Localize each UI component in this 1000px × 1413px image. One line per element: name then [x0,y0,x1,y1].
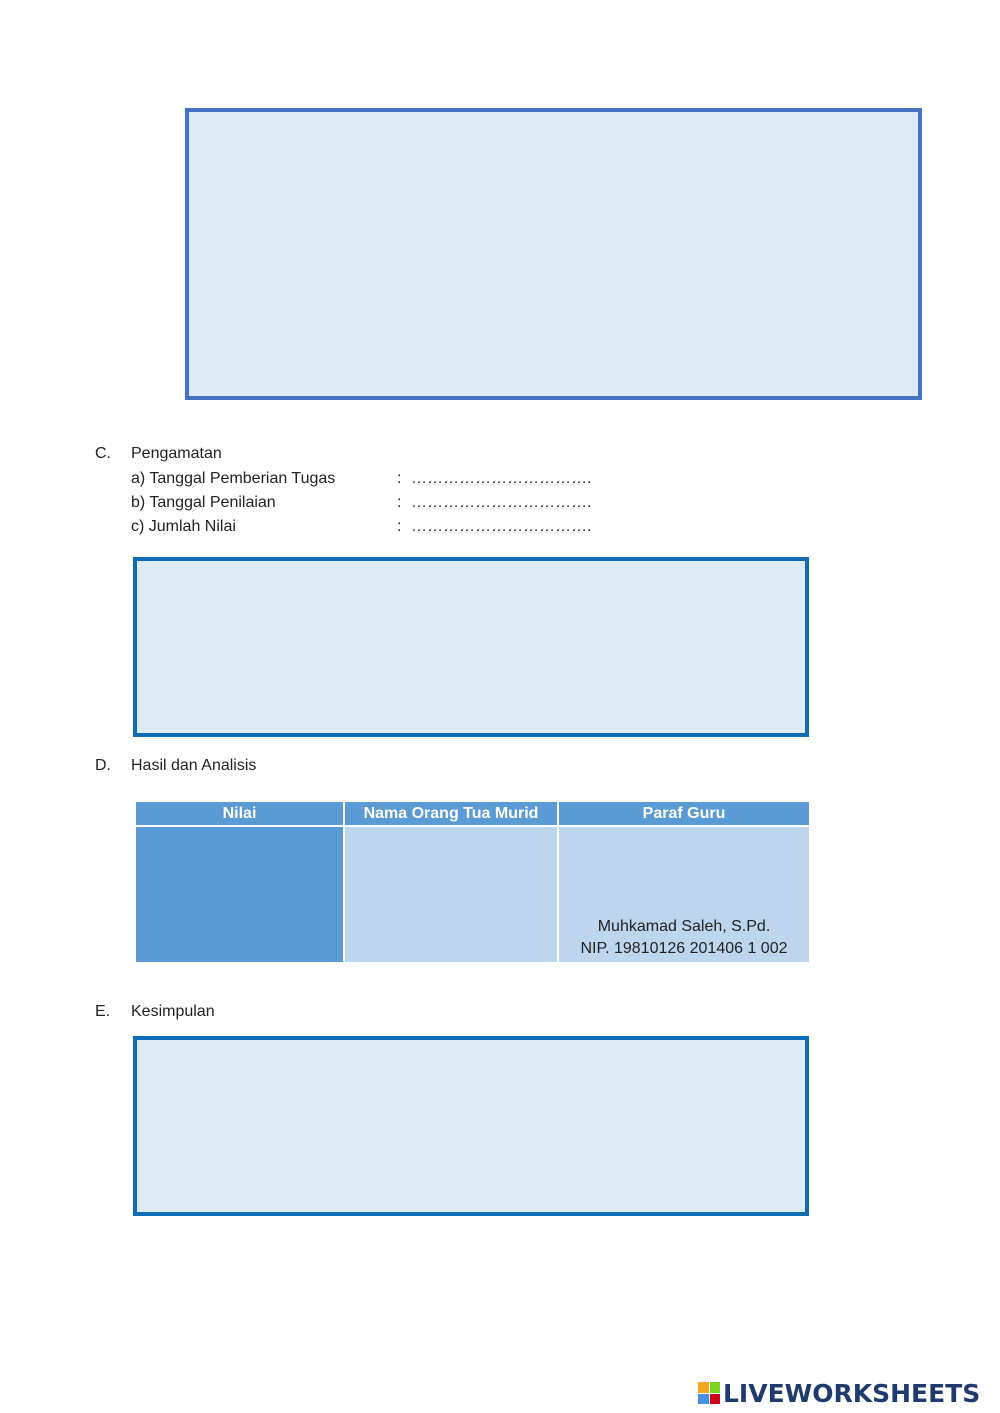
observation-value: ……………………………. [411,518,592,535]
observation-row-assessment-date [131,494,591,516]
section-e-title: Kesimpulan [131,1003,215,1020]
liveworksheets-logo-icon [698,1382,720,1404]
observation-row-assignment-date [131,470,591,492]
teacher-name: Muhkamad Saleh, S.Pd. [597,918,771,935]
observation-label: a) Tanggal Pemberian Tugas [131,470,336,487]
conclusion-answer-box[interactable] [133,1036,809,1216]
section-e-letter: E. [95,1003,111,1020]
section-d-title: Hasil dan Analisis [131,757,257,774]
section-c-title: Pengamatan [131,445,222,462]
liveworksheets-wordmark: LIVEWORKSHEETS [723,1378,981,1408]
logo-square [710,1394,721,1405]
header-nama-orang-tua: Nama Orang Tua Murid [344,802,558,826]
teacher-signature-cell [558,826,809,962]
teacher-nip: NIP. 19810126 201406 1 002 [580,940,788,957]
observation-row-total-score [131,518,591,540]
header-nilai: Nilai [136,802,344,826]
header-paraf-guru: Paraf Guru [558,802,809,826]
nilai-cell[interactable] [136,826,344,962]
logo-square [698,1394,709,1405]
top-answer-input[interactable] [189,112,918,396]
section-d-letter: D. [95,757,111,774]
parent-name-cell[interactable] [344,826,558,962]
observation-colon: : [397,470,402,487]
observation-colon: : [397,494,402,511]
observation-value: ……………………………. [411,470,592,487]
result-table-row [136,826,809,962]
observation-label: c) Jumlah Nilai [131,518,236,535]
observation-answer-box[interactable] [133,557,809,737]
result-table [136,802,809,962]
logo-square [710,1382,721,1393]
result-table-header-row [136,802,809,826]
logo-square [698,1382,709,1393]
observation-label: b) Tanggal Penilaian [131,494,276,511]
observation-value: ……………………………. [411,494,592,511]
top-answer-box[interactable] [185,108,922,400]
observation-answer-input[interactable] [137,561,805,733]
observation-colon: : [397,518,402,535]
section-c-letter: C. [95,445,111,462]
conclusion-answer-input[interactable] [137,1040,805,1212]
liveworksheets-logo [698,1378,994,1408]
